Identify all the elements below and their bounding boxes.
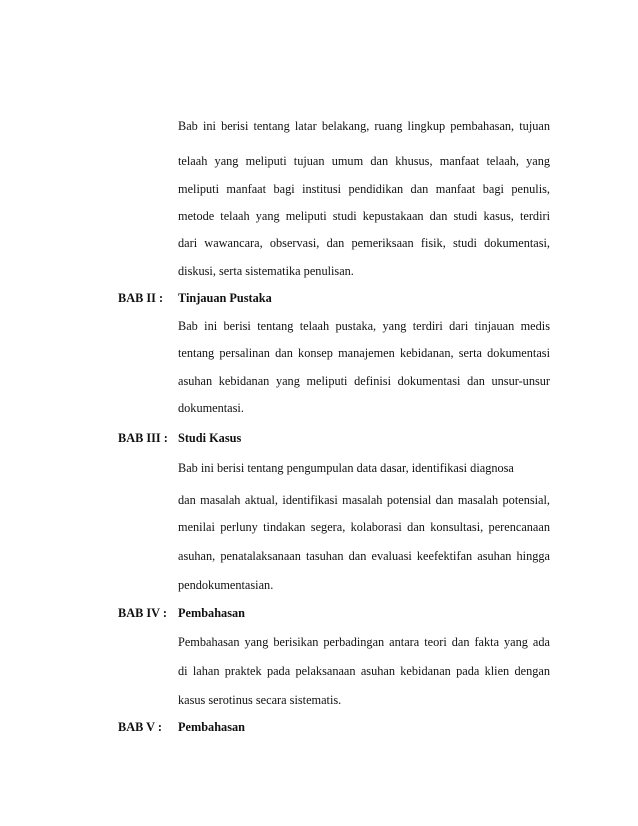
- intro-line-3: meliputi manfaat bagi institusi pendidikan dan manfaat bagi penulis,: [178, 182, 550, 196]
- section-heading-bab-iii: [118, 430, 558, 446]
- section-label: BAB IV :: [118, 606, 167, 620]
- bab-ii-line-2: tentang persalinan dan konsep manajemen kebidanan, serta dokumentasi: [178, 346, 550, 360]
- bab-iii-line-3: menilai perluny tindakan segera, kolaborasi dan konsultasi, perencanaan: [178, 520, 550, 534]
- section-title: Pembahasan: [178, 606, 245, 620]
- bab-ii-line-4: dokumentasi.: [178, 401, 244, 415]
- bab-iii-line-5: pendokumentasian.: [178, 578, 274, 592]
- intro-line-4: metode telaah yang meliputi studi kepustakaan dan studi kasus, terdiri: [178, 209, 550, 223]
- bab-ii-line-3: asuhan kebidanan yang meliputi definisi dokumentasi dan unsur-unsur: [178, 374, 550, 388]
- bab-iii-line-2: dan masalah aktual, identifikasi masalah potensial dan masalah potensial,: [178, 493, 550, 507]
- intro-line-5: dari wawancara, observasi, dan pemeriksaan fisik, studi dokumentasi,: [178, 236, 550, 250]
- section-label: BAB V :: [118, 720, 162, 734]
- bab-iv-line-1: Pembahasan yang berisikan perbadingan antara teori dan fakta yang ada: [178, 635, 550, 649]
- bab-iii-line-4: asuhan, penatalaksanaan tasuhan dan evaluasi keefektifan asuhan hingga: [178, 549, 550, 563]
- bab-iii-line-1: Bab ini berisi tentang pengumpulan data dasar, identifikasi diagnosa: [178, 461, 514, 475]
- section-label: BAB III :: [118, 431, 168, 445]
- section-title: Pembahasan: [178, 720, 245, 734]
- section-heading-bab-v: [118, 719, 558, 735]
- section-title: Studi Kasus: [178, 431, 242, 445]
- intro-line-2: telaah yang meliputi tujuan umum dan khusus, manfaat telaah, yang: [178, 154, 550, 168]
- section-heading-bab-iv: [118, 605, 558, 621]
- section-heading-bab-ii: [118, 290, 558, 306]
- bab-iv-line-3: kasus serotinus secara sistematis.: [178, 693, 342, 707]
- bab-ii-line-1: Bab ini berisi tentang telaah pustaka, yang terdiri dari tinjauan medis: [178, 319, 550, 333]
- bab-iv-line-2: di lahan praktek pada pelaksanaan asuhan kebidanan pada klien dengan: [178, 664, 550, 678]
- section-title: Tinjauan Pustaka: [178, 291, 272, 305]
- intro-line-6: diskusi, serta sistematika penulisan.: [178, 264, 354, 278]
- intro-line-1: Bab ini berisi tentang latar belakang, ruang lingkup pembahasan, tujuan: [178, 119, 550, 133]
- section-label: BAB II :: [118, 291, 164, 305]
